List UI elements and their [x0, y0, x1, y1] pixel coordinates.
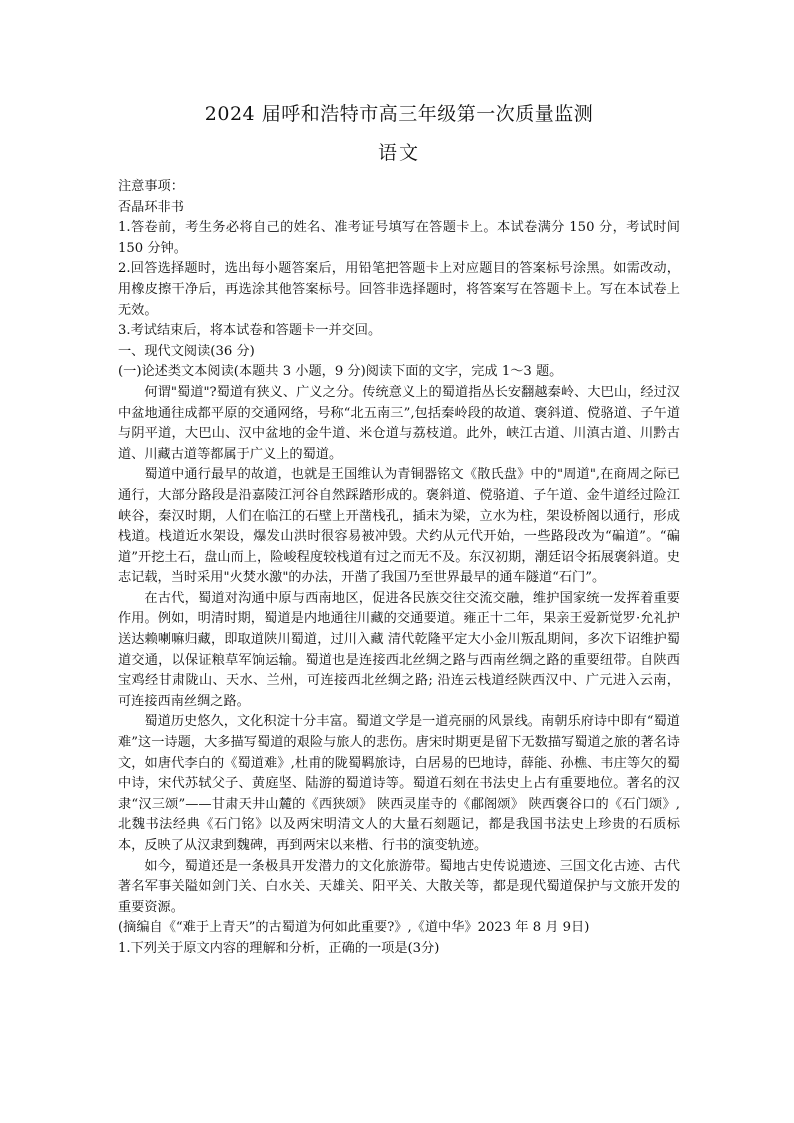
exam-title: 2024 届呼和浩特市高三年级第一次质量监测	[204, 103, 594, 125]
passage-paragraph-5: 如今，蜀道还是一条极具开发潜力的文化旅游带。蜀地古史传说遗迹、三国文化古迹、古代著名军事关隘如剑门关、白水关、天雄关、阳平关、大散关等，都是现代蜀道保护与文旅开发的重要资源。	[118, 858, 680, 915]
section-heading: 一、现代文阅读(36 分)	[118, 343, 255, 359]
passage-paragraph-2: 蜀道中通行最早的故道，也就是王国维认为青铜器铭文《散氏盘》中的"周道",在商周之际已通行，大部分路段是沿嘉陵江河谷自然踩踏形成的。褒斜道、傥骆道、子午道、金牛道经过险江峡谷，秦汉时期，人们在临江的石壁上开凿栈孔，插末为梁，立水为柱，架设桥阁以通行，形成栈道。栈道近水架设，爆发山洪时很容易被冲毁。犬约从元代开始，一些路段改为“碥道”。“碥道”开挖土石，盘山而上，险峻程度较栈道有过之而无不及。东汉初期，潮廷诏令拓展褒斜道。史志记载，当时采用"火焚水激"的办法，开凿了我国乃至世界最早的通车隧道“石门”。	[118, 467, 680, 586]
notice-item-1: 1.答卷前，考生务必将自己的姓名、准考证号填写在答题卡上。本试卷满分 150 分，考试时间 150 分钟。	[118, 220, 680, 256]
notice-item-2: 2.回答选择题时，选出每小题答案后，用铅笔把答题卡上对应题目的答案标号涂黑。如需改动，用橡皮擦干净后，再选涂其他答案标号。回答非选择题时，将答案写在答题卡上。写在本试卷上无效。	[118, 261, 680, 318]
question-1: 1.下列关于原文内容的理解和分析，正确的一项是(3分)	[118, 940, 440, 956]
section-subheading: (一)论述类文本阅读(本题共 3 小题，9 分)阅读下面的文字，完成 1～3 题。	[118, 364, 563, 380]
exam-page	[118, 100, 680, 960]
passage-paragraph-1: 何谓"蜀道"?蜀道有狭义、广义之分。传统意义上的蜀道指丛长安翻越秦岭、大巴山，经过汉中盆地通往成都平原的交通网络，号称“北五南三”,包括秦岭段的故道、褒斜道、傥骆道、子午道与阴平道，大巴山、汉中盆地的金牛道、米仓道与荔枝道。此外，峡江古道、川滇古道、川黔古道、川藏古道等都属于广义上的蜀道。	[118, 384, 680, 462]
notice-item-3: 3.考试结束后，将本试卷和答题卡一并交回。	[118, 323, 382, 339]
passage-paragraph-4: 蜀道历史悠久，文化积淀十分丰富。蜀道文学是一道亮丽的风景线。南朝乐府诗中即有“蜀道难”这一诗题，大多描写蜀道的艰险与旅人的悲伤。唐宋时期更是留下无数描写蜀道之旅的著名诗文，如唐代李白的《蜀道难》,杜甫的陇蜀羁旅诗，白居易的巴地诗，薛能、孙樵、韦庄等欠的蜀中诗，宋代苏轼父子、黄庭坚、陆游的蜀道诗等。蜀道石刻在书法史上占有重要地位。著名的汉隶“汉三颂”——甘肃天井山麓的《西狭颂》 陕西灵崖寺的《郙阁颂》 陕西褒谷口的《石门颂》,北魏书法经典《石门铭》以及两宋明清文人的大量石刻题记，都是我国书法史上珍贵的石质标本，反映了从汉隶到魏碑，再到两宋以来楷、行书的演变轨迹。	[118, 714, 680, 853]
notice-heading: 注意事项：	[118, 179, 184, 194]
subject-title: 语文	[377, 142, 420, 164]
passage-paragraph-3: 在古代，蜀道对沟通中原与西南地区，促进各民族交往交流交融，维护国家统一发挥着重要作用。例如，明清时期，蜀道是内地通往川藏的交通要道。雍正十二年，果亲王爱新觉罗·允礼护送达赖喇嘛归藏，即取道陕川蜀道，过川入藏 清代乾隆平定大小金川叛乱期间，多次下诏维护蜀道交通，以保证粮草军饷运输。蜀道也是连接西北丝绸之路与西南丝绸之路的重要纽带。自陕西宝鸡经甘肃陇山、天水、兰州，可连接西北丝绸之路; 沿连云栈道经陕西汉中、广元进入云南，可连接西南丝绸之路。	[118, 590, 680, 709]
notice-garbled-text: 否晶环非书	[118, 199, 184, 215]
passage-source: (摘编自《“难于上青天”的古蜀道为何如此重要?》,《道中华》2023 年 8 月 9日)	[118, 920, 590, 936]
